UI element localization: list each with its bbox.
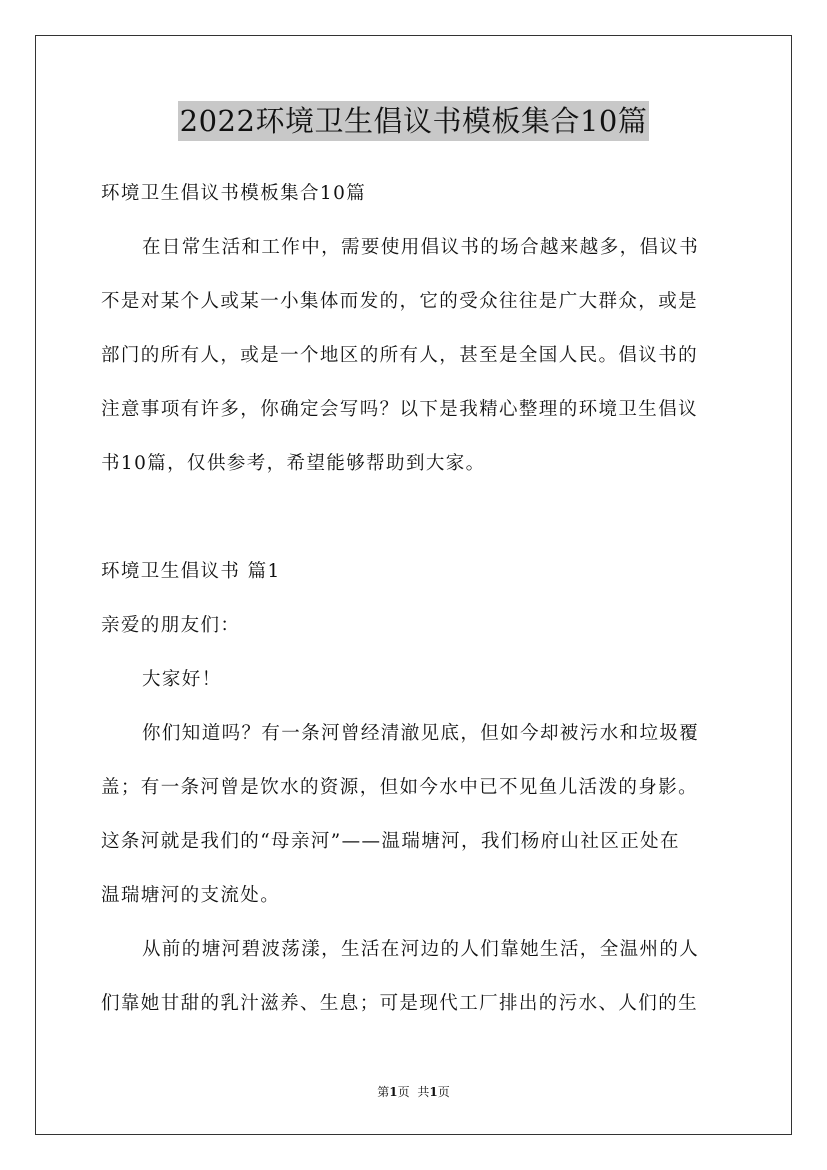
intro-line-2: 不是对某个人或某一小集体而发的，它的受众往往是广大群众，或是 bbox=[101, 291, 699, 312]
footer-total-suffix: 页 bbox=[437, 1085, 450, 1099]
salutation: 亲爱的朋友们： bbox=[101, 615, 241, 636]
footer-page-suffix: 页 bbox=[397, 1085, 410, 1099]
footer-total-number: 1 bbox=[429, 1085, 438, 1099]
para1-line-3: 这条河就是我们的“母亲河”——温瑞塘河，我们杨府山社区正处在 bbox=[101, 831, 680, 852]
page-footer bbox=[0, 1084, 827, 1100]
footer-total-prefix: 共 bbox=[417, 1085, 430, 1099]
title-wrap bbox=[0, 101, 827, 141]
document-subtitle: 环境卫生倡议书模板集合10篇 bbox=[101, 183, 367, 204]
intro-line-5: 书10篇，仅供参考，希望能够帮助到大家。 bbox=[101, 453, 486, 474]
para1-line-4: 温瑞塘河的支流处。 bbox=[101, 885, 281, 906]
intro-line-3: 部门的所有人，或是一个地区的所有人，甚至是全国人民。倡议书的 bbox=[101, 345, 699, 366]
footer-page-prefix: 第 bbox=[377, 1085, 390, 1099]
intro-line-1: 在日常生活和工作中，需要使用倡议书的场合越来越多，倡议书 bbox=[142, 237, 700, 258]
greeting: 大家好！ bbox=[142, 669, 222, 690]
para2-line-1: 从前的塘河碧波荡漾，生活在河边的人们靠她生活，全温州的人 bbox=[142, 939, 700, 960]
section-heading: 环境卫生倡议书 篇1 bbox=[101, 561, 281, 582]
para2-line-2: 们靠她甘甜的乳汁滋养、生息；可是现代工厂排出的污水、人们的生 bbox=[101, 993, 699, 1014]
para1-line-1: 你们知道吗？有一条河曾经清澈见底，但如今却被污水和垃圾覆 bbox=[142, 723, 700, 744]
intro-line-4: 注意事项有许多，你确定会写吗？以下是我精心整理的环境卫生倡议 bbox=[101, 399, 699, 420]
document-title: 2022环境卫生倡议书模板集合10篇 bbox=[178, 101, 650, 141]
footer-page-number: 1 bbox=[389, 1085, 398, 1099]
para1-line-2: 盖；有一条河曾是饮水的资源，但如今水中已不见鱼儿活泼的身影。 bbox=[101, 777, 699, 798]
